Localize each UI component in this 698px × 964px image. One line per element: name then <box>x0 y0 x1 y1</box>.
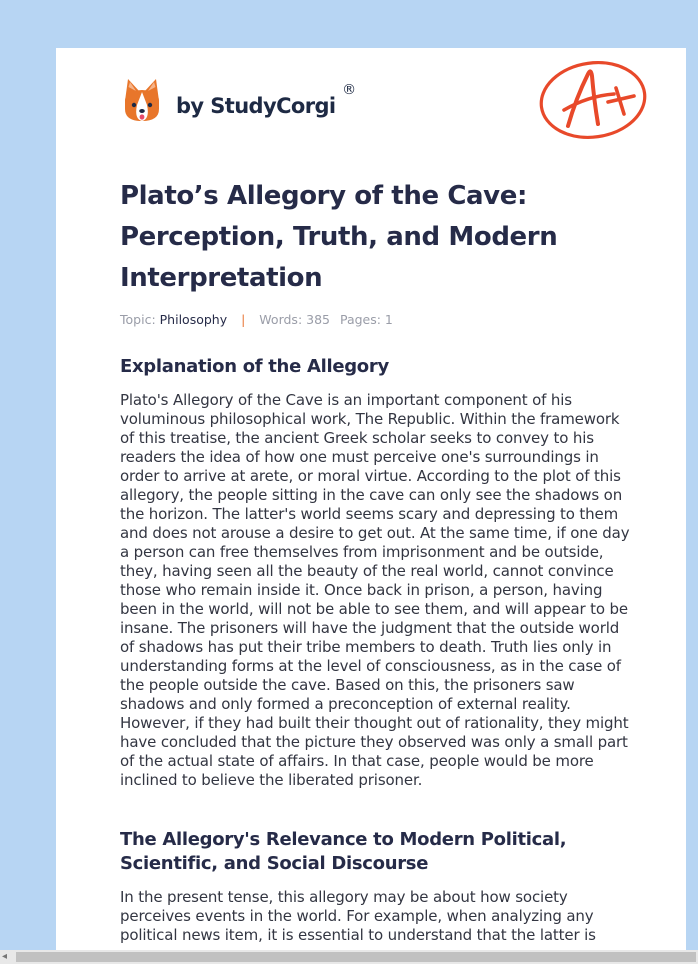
brand-name: by StudyCorgi ® <box>176 82 356 118</box>
meta-separator: | <box>241 312 246 327</box>
article-meta <box>120 312 393 327</box>
section-body-relevance: In the present tense, this allegory may be about how society perceives events in the world. For example, when analyzing any political news item, it is essential to understand that the latter is <box>120 888 596 944</box>
section-body-explanation: Plato's Allegory of the Cave is an important component of his voluminous philosophical work, The Republic. Within the framework of this treatise, the ancient Greek scholar seeks to convey to his readers the idea of how one must perceive one's surroundings in order to arrive at arete, or moral virtue. According to the plot of this allegory, the people sitting in the cave can only see the shadows on the horizon. The latter's world seems scary and depressing to them and does not arouse a desire to get out. At the same time, if one day a person can free themselves from imprisonment and be outside, they, having seen all the beauty of the real world, cannot convince those who remain inside it. Once back in prison, a person, having been in the world, will not be able to see them, and will appear to be insane. The prisoners will have the judgment that the outside world of shadows has put their tribe members to death. Truth lies only in understanding forms at the level of consciousness, as in the case of the people outside the cave. Based on this, the prisoners saw shadows and only formed a preconception of external reality. However, if they had built their thought out of rationality, they might have concluded that the picture they observed was only a small part of the actual state of affairs. In that case, people would be more inclined to believe the liberated prisoner. <box>120 391 630 789</box>
page-count: Pages: 1 <box>339 312 393 327</box>
horizontal-scrollbar[interactable] <box>0 950 698 964</box>
word-count: Words: 385 <box>259 312 330 327</box>
article-title: Plato’s Allegory of the Cave: Perception, Truth, and Modern Interpretation <box>120 181 558 293</box>
brand-logo[interactable] <box>122 76 356 126</box>
corgi-logo-icon <box>122 79 162 123</box>
registered-mark: ® <box>342 82 356 98</box>
section-heading-relevance: The Allegory's Relevance to Modern Political, Scientific, and Social Discourse <box>120 829 567 874</box>
scrollbar-thumb[interactable] <box>16 952 696 962</box>
grade-text: A+ <box>538 58 540 59</box>
topic-link[interactable]: Philosophy <box>159 312 228 327</box>
a-plus-grade-icon <box>538 58 648 142</box>
scroll-left-arrow-icon[interactable]: ◂ <box>2 951 8 962</box>
document-page <box>56 48 686 950</box>
section-heading-explanation: Explanation of the Allegory <box>120 356 389 377</box>
topic-label: Topic: <box>120 312 156 327</box>
